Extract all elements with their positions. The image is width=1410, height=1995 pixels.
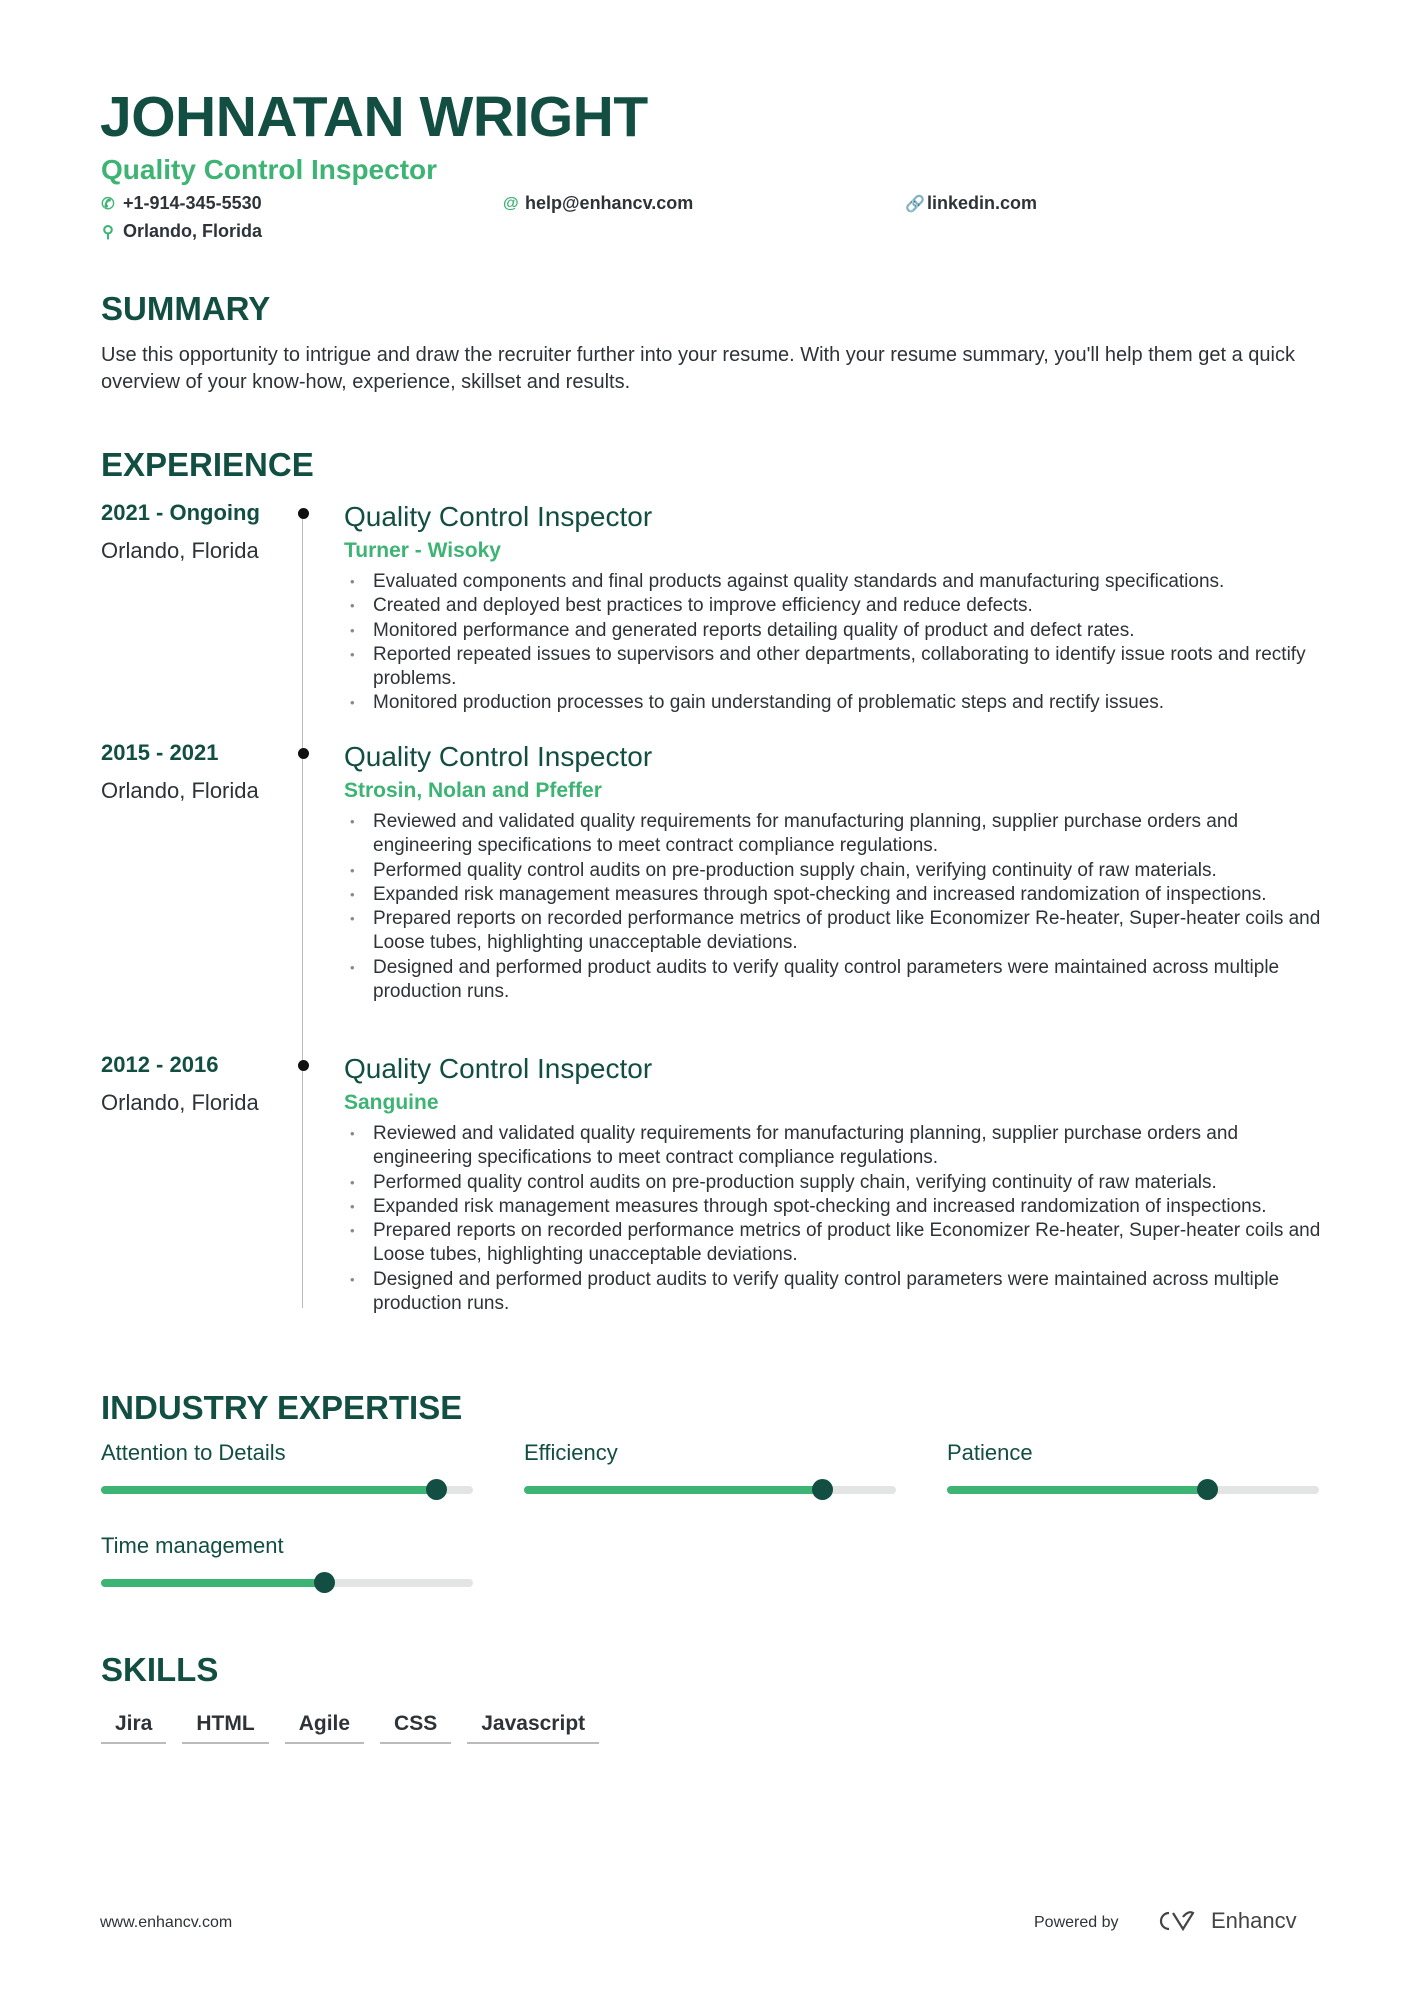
skill-tag: Jira bbox=[101, 1712, 166, 1744]
at-icon: @ bbox=[503, 194, 519, 212]
slider-fill bbox=[101, 1486, 436, 1494]
bullet-item: • Evaluated components and final products against quality standards and manufacturing specifications. bbox=[344, 570, 1341, 594]
entry-dates: 2012 - 2016 bbox=[101, 1052, 219, 1077]
entry-dates: 2015 - 2021 bbox=[101, 740, 219, 765]
bullet-item: • Reviewed and validated quality requirements for manufacturing planning, supplier purchase orders and engineering specifications to meet contract compliance regulations. bbox=[344, 1122, 1341, 1171]
enhancv-logo bbox=[1155, 1908, 1297, 1934]
brand-name: Enhancv bbox=[1211, 1908, 1297, 1933]
powered-by: Powered by bbox=[1034, 1914, 1119, 1931]
skill-tag: CSS bbox=[380, 1712, 451, 1744]
bullet-list bbox=[344, 1122, 1341, 1316]
bullet-list bbox=[344, 810, 1341, 1004]
bullet-item: • Performed quality control audits on pre-production supply chain, verifying continuity of raw materials. bbox=[344, 859, 1341, 883]
slider-knob bbox=[314, 1572, 335, 1593]
slider-knob bbox=[812, 1479, 833, 1500]
bullet-item: • Prepared reports on recorded performance metrics of product like Economizer Re-heater, Super-heater coils and Loose tubes, highlighting unacceptable deviations. bbox=[344, 907, 1341, 956]
experience-heading: EXPERIENCE bbox=[101, 446, 314, 483]
entry-location: Orlando, Florida bbox=[101, 538, 259, 563]
timeline-dot bbox=[298, 748, 309, 759]
job-title: Quality Control Inspector bbox=[344, 501, 653, 532]
bullet-item: • Performed quality control audits on pre-production supply chain, verifying continuity of raw materials. bbox=[344, 1171, 1341, 1195]
timeline-dot bbox=[298, 508, 309, 519]
enhancv-logo-icon bbox=[1155, 1909, 1201, 1933]
bullet-item: • Designed and performed product audits to verify quality control parameters were maintained across multiple production runs. bbox=[344, 956, 1341, 1005]
expertise-slider bbox=[101, 1579, 473, 1587]
expertise-heading: INDUSTRY EXPERTISE bbox=[101, 1389, 463, 1426]
expertise-label: Patience bbox=[947, 1440, 1033, 1465]
slider-knob bbox=[426, 1479, 447, 1500]
expertise-item bbox=[101, 1533, 473, 1587]
skill-tag: Agile bbox=[285, 1712, 364, 1744]
slider-fill bbox=[947, 1486, 1207, 1494]
link-icon: 🔗 bbox=[905, 195, 925, 213]
bullet-item: • Designed and performed product audits to verify quality control parameters were maintained across multiple production runs. bbox=[344, 1268, 1341, 1317]
skills-list bbox=[101, 1712, 599, 1744]
experience-entry bbox=[101, 740, 1341, 1004]
job-title: Quality Control Inspector bbox=[344, 741, 653, 772]
company-name: Strosin, Nolan and Pfeffer bbox=[344, 779, 602, 802]
footer-website[interactable]: www.enhancv.com bbox=[100, 1914, 233, 1931]
summary-text: Use this opportunity to intrigue and draw the recruiter further into your resume. With your resume summary, you'll help them get a quick overview of your know-how, experience, skillset and results. bbox=[101, 344, 1295, 393]
bullet-item: • Reviewed and validated quality requirements for manufacturing planning, supplier purchase orders and engineering specifications to meet contract compliance regulations. bbox=[344, 810, 1341, 859]
skill-tag: HTML bbox=[182, 1712, 268, 1744]
company-name: Turner - Wisoky bbox=[344, 539, 501, 562]
email[interactable] bbox=[503, 193, 693, 214]
expertise-label: Efficiency bbox=[524, 1440, 618, 1465]
linkedin[interactable] bbox=[905, 193, 1037, 214]
bullet-item: • Reported repeated issues to supervisors and other departments, collaborating to identify issue roots and rectify problems. bbox=[344, 643, 1341, 692]
bullet-item: • Monitored production processes to gain understanding of problematic steps and rectify issues. bbox=[344, 691, 1341, 715]
bullet-item: • Created and deployed best practices to improve efficiency and reduce defects. bbox=[344, 594, 1341, 618]
experience-entry bbox=[101, 500, 1341, 716]
location-text: Orlando, Florida bbox=[123, 221, 263, 241]
expertise-slider bbox=[101, 1486, 473, 1494]
job-title: Quality Control Inspector bbox=[344, 1053, 653, 1084]
expertise-item bbox=[947, 1440, 1319, 1494]
expertise-item bbox=[101, 1440, 473, 1494]
candidate-name: JOHNATAN WRIGHT bbox=[100, 85, 648, 149]
phone-icon: ✆ bbox=[101, 195, 115, 213]
expertise-slider bbox=[947, 1486, 1319, 1494]
location bbox=[101, 221, 262, 242]
phone-text: +1-914-345-5530 bbox=[123, 193, 262, 213]
email-text[interactable]: help@enhancv.com bbox=[525, 193, 694, 213]
entry-location: Orlando, Florida bbox=[101, 778, 259, 803]
slider-fill bbox=[524, 1486, 822, 1494]
expertise-slider bbox=[524, 1486, 896, 1494]
candidate-title: Quality Control Inspector bbox=[101, 154, 438, 185]
linkedin-text[interactable]: linkedin.com bbox=[927, 193, 1038, 213]
skills-heading: SKILLS bbox=[101, 1651, 219, 1688]
entry-dates: 2021 - Ongoing bbox=[101, 500, 260, 525]
entry-location: Orlando, Florida bbox=[101, 1090, 259, 1115]
slider-fill bbox=[101, 1579, 324, 1587]
skill-tag: Javascript bbox=[467, 1712, 599, 1744]
timeline-dot bbox=[298, 1060, 309, 1071]
experience-entry bbox=[101, 1052, 1341, 1316]
expertise-label: Time management bbox=[101, 1533, 284, 1558]
phone bbox=[101, 193, 262, 214]
location-pin-icon: ⚲ bbox=[102, 223, 114, 241]
expertise-item bbox=[524, 1440, 896, 1494]
company-name: Sanguine bbox=[344, 1091, 439, 1114]
summary-heading: SUMMARY bbox=[101, 290, 271, 327]
bullet-item: • Expanded risk management measures through spot-checking and increased randomization of inspections. bbox=[344, 883, 1341, 907]
slider-knob bbox=[1197, 1479, 1218, 1500]
expertise-label: Attention to Details bbox=[101, 1440, 286, 1465]
bullet-item: • Prepared reports on recorded performance metrics of product like Economizer Re-heater, Super-heater coils and Loose tubes, highlighting unacceptable deviations. bbox=[344, 1219, 1341, 1268]
bullet-item: • Monitored performance and generated reports detailing quality of product and defect rates. bbox=[344, 619, 1341, 643]
bullet-list bbox=[344, 570, 1341, 716]
bullet-item: • Expanded risk management measures through spot-checking and increased randomization of inspections. bbox=[344, 1195, 1341, 1219]
